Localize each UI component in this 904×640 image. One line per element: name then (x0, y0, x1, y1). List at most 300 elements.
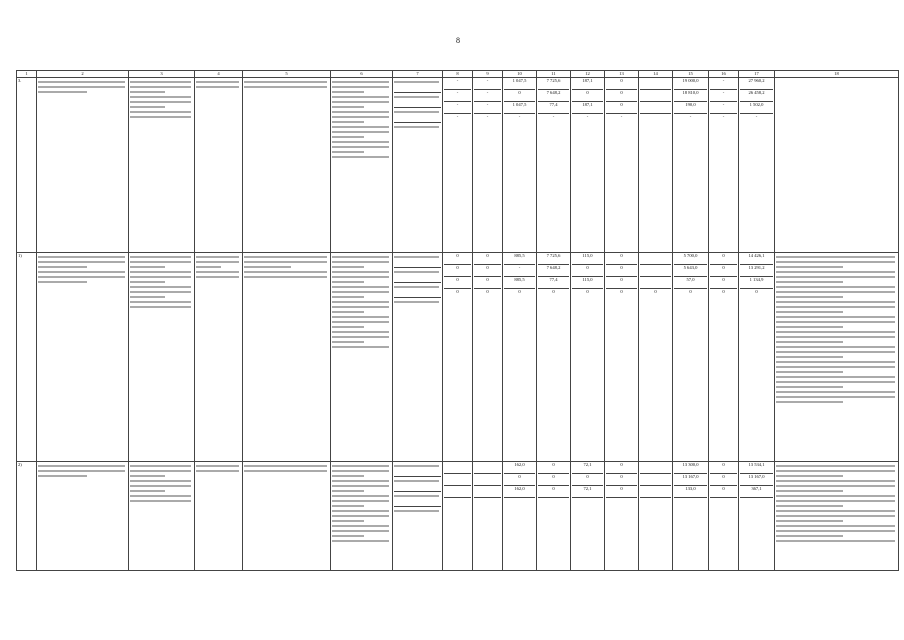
value-cell (537, 462, 571, 571)
value-cell (571, 462, 605, 571)
value: 26 458,2 (740, 90, 773, 102)
illegible-text (776, 475, 843, 477)
illegible-text (130, 81, 191, 83)
value: - (504, 265, 535, 277)
illegible-text (394, 495, 439, 497)
illegible-text (776, 316, 895, 318)
column-number: 14 (639, 71, 673, 78)
value-cell (537, 253, 571, 462)
value: - (486, 114, 489, 119)
illegible-text (332, 341, 364, 343)
value: 0 (710, 265, 737, 277)
illegible-text (130, 301, 191, 303)
illegible-text (776, 321, 895, 323)
illegible-text (394, 286, 439, 288)
illegible-text (332, 271, 389, 273)
value: 18 810,0 (674, 90, 707, 102)
illegible-text (130, 485, 191, 487)
value (504, 498, 535, 509)
illegible-text (776, 311, 843, 313)
illegible-text (332, 470, 389, 472)
illegible-text (244, 276, 327, 278)
illegible-text (332, 485, 389, 487)
value: 77,4 (538, 277, 569, 289)
illegible-text (332, 141, 389, 143)
illegible-text (332, 336, 389, 338)
illegible-text (332, 301, 389, 303)
value-cell (503, 462, 537, 571)
funding-source-label (394, 480, 441, 492)
value: - (444, 102, 471, 114)
funding-source-label (394, 96, 441, 108)
value: 115,0 (572, 253, 603, 265)
value: 0 (710, 462, 737, 474)
value: 133,0 (674, 486, 707, 498)
column-number: 17 (739, 71, 775, 78)
value (444, 462, 471, 474)
column-number: 10 (503, 71, 537, 78)
illegible-text (332, 475, 364, 477)
illegible-text (332, 505, 364, 507)
illegible-text (196, 271, 239, 273)
illegible-text (332, 316, 389, 318)
value-cell (537, 78, 571, 253)
illegible-text (776, 485, 895, 487)
column-number: 6 (331, 71, 393, 78)
funding-source-label (394, 81, 441, 93)
value: 0 (538, 474, 569, 486)
illegible-text (332, 286, 389, 288)
value: - (710, 90, 737, 102)
illegible-text (332, 525, 389, 527)
table-row (17, 253, 899, 462)
column-number: 7 (393, 71, 443, 78)
text-cell (331, 462, 393, 571)
illegible-text (332, 346, 389, 348)
value: 0 (572, 265, 603, 277)
funding-source-label (394, 271, 441, 283)
value (640, 462, 671, 474)
illegible-text (776, 266, 843, 268)
illegible-text (38, 276, 125, 278)
illegible-text (776, 465, 895, 467)
value: 0 (444, 265, 471, 277)
illegible-text (332, 520, 364, 522)
value: 0 (722, 289, 725, 294)
illegible-text (394, 480, 439, 482)
value-cell (709, 462, 739, 571)
value: 0 (474, 253, 501, 265)
text-cell (243, 78, 331, 253)
value: 885,5 (504, 277, 535, 289)
illegible-text (394, 465, 439, 467)
illegible-text (776, 271, 895, 273)
illegible-text (196, 266, 221, 268)
illegible-text (394, 271, 439, 273)
illegible-text (332, 306, 389, 308)
value: 162,0 (504, 462, 535, 474)
value: 0 (606, 253, 637, 265)
text-cell (195, 462, 243, 571)
column-number: 5 (243, 71, 331, 78)
illegible-text (776, 336, 895, 338)
value-cell (473, 253, 503, 462)
illegible-text (332, 480, 389, 482)
funding-source-label (394, 126, 441, 137)
illegible-text (776, 291, 895, 293)
illegible-text (244, 256, 327, 258)
illegible-text (130, 500, 191, 502)
illegible-text (244, 470, 327, 472)
expected-result-cell (775, 462, 899, 571)
illegible-text (776, 381, 895, 383)
text-cell (243, 462, 331, 571)
value: - (620, 114, 623, 119)
value-cell (739, 462, 775, 571)
illegible-text (776, 470, 895, 472)
value: 367,1 (740, 486, 773, 498)
value: 0 (538, 486, 569, 498)
value: 13 291,2 (740, 265, 773, 277)
value: 1 134,9 (740, 277, 773, 289)
value (640, 474, 671, 486)
value: 0 (755, 289, 758, 294)
value: 187,1 (572, 102, 603, 114)
value (640, 78, 671, 90)
value: 0 (504, 474, 535, 486)
illegible-text (394, 111, 439, 113)
value-cell (639, 78, 673, 253)
illegible-text (394, 81, 439, 83)
value: 57,0 (674, 277, 707, 289)
value (640, 102, 671, 114)
value (710, 498, 737, 509)
illegible-text (130, 495, 191, 497)
text-cell (129, 78, 195, 253)
funding-source-label (394, 256, 441, 268)
illegible-text (332, 266, 364, 268)
illegible-text (776, 296, 843, 298)
value: 0 (620, 289, 623, 294)
illegible-text (332, 146, 389, 148)
illegible-text (332, 515, 389, 517)
illegible-text (130, 306, 191, 308)
value: 0 (606, 486, 637, 498)
value (674, 498, 707, 509)
value: - (722, 114, 725, 119)
illegible-text (332, 256, 389, 258)
value (640, 253, 671, 265)
illegible-text (38, 86, 125, 88)
illegible-text (332, 131, 389, 133)
value: 0 (572, 90, 603, 102)
funding-source-label (394, 111, 441, 123)
value-cell (605, 462, 639, 571)
illegible-text (332, 495, 389, 497)
illegible-text (332, 116, 389, 118)
illegible-text (776, 401, 843, 403)
illegible-text (196, 276, 239, 278)
value-cell (639, 462, 673, 571)
value: 19 000,0 (674, 78, 707, 90)
value: 0 (606, 102, 637, 114)
illegible-text (776, 256, 895, 258)
value: 0 (606, 277, 637, 289)
value: - (474, 90, 501, 102)
value: 0 (586, 289, 589, 294)
value (606, 498, 637, 509)
funding-source-label (394, 286, 441, 298)
illegible-text (776, 480, 895, 482)
value-cell (739, 253, 775, 462)
value: - (444, 90, 471, 102)
illegible-text (332, 91, 364, 93)
illegible-text (38, 256, 125, 258)
funding-source-label (394, 510, 441, 521)
illegible-text (776, 500, 895, 502)
illegible-text (196, 86, 239, 88)
value: 162,0 (504, 486, 535, 498)
illegible-text (332, 281, 364, 283)
program-table (16, 70, 899, 571)
value (474, 462, 501, 474)
value-cell (571, 78, 605, 253)
table-row (17, 78, 899, 253)
illegible-text (244, 465, 327, 467)
value: 5 700,0 (674, 253, 707, 265)
value: 885,5 (504, 253, 535, 265)
illegible-text (130, 86, 191, 88)
value: 5 643,0 (674, 265, 707, 277)
value: - (710, 102, 737, 114)
row-number: 3. (17, 78, 37, 253)
value: 0 (504, 90, 535, 102)
illegible-text (394, 510, 439, 512)
illegible-text (776, 351, 895, 353)
illegible-text (776, 286, 895, 288)
text-cell (37, 253, 129, 462)
illegible-text (130, 91, 165, 93)
value: 0 (710, 277, 737, 289)
value-cell (739, 78, 775, 253)
illegible-text (776, 306, 895, 308)
value (640, 486, 671, 498)
illegible-text (332, 81, 389, 83)
illegible-text (332, 111, 389, 113)
value: 7 725,6 (538, 253, 569, 265)
value: - (552, 114, 555, 119)
value-cell (443, 462, 473, 571)
value: - (456, 114, 459, 119)
value: 1 047,5 (504, 102, 535, 114)
column-number: 3 (129, 71, 195, 78)
illegible-text (38, 91, 87, 93)
value: 77,4 (538, 102, 569, 114)
value: 0 (456, 289, 459, 294)
value: 0 (552, 289, 555, 294)
illegible-text (38, 475, 87, 477)
funding-source-label (394, 301, 441, 312)
illegible-text (776, 391, 895, 393)
column-number: 16 (709, 71, 739, 78)
column-number: 9 (473, 71, 503, 78)
text-cell (331, 253, 393, 462)
text-cell (37, 462, 129, 571)
illegible-text (196, 261, 239, 263)
funding-source-cell (393, 462, 443, 571)
illegible-text (332, 510, 389, 512)
value (444, 474, 471, 486)
illegible-text (332, 86, 389, 88)
value: - (755, 114, 758, 119)
illegible-text (776, 540, 895, 542)
illegible-text (130, 111, 191, 113)
page-number: 8 (456, 36, 460, 45)
value: 0 (654, 289, 657, 294)
column-number: 18 (775, 71, 899, 78)
illegible-text (776, 276, 895, 278)
illegible-text (776, 361, 895, 363)
value-cell (473, 462, 503, 571)
illegible-text (196, 81, 239, 83)
column-number: 12 (571, 71, 605, 78)
funding-source-label (394, 465, 441, 477)
value (640, 265, 671, 277)
value: 0 (518, 289, 521, 294)
value (640, 277, 671, 289)
value: 0 (710, 474, 737, 486)
illegible-text (776, 535, 843, 537)
illegible-text (332, 311, 364, 313)
illegible-text (776, 495, 895, 497)
value: - (518, 114, 521, 119)
table-row (17, 462, 899, 571)
value: 27 960,2 (740, 78, 773, 90)
illegible-text (332, 136, 364, 138)
illegible-text (244, 81, 327, 83)
illegible-text (776, 376, 895, 378)
illegible-text (776, 510, 895, 512)
illegible-text (776, 281, 843, 283)
illegible-text (332, 535, 364, 537)
value: 0 (606, 474, 637, 486)
illegible-text (332, 156, 389, 158)
illegible-text (332, 296, 364, 298)
value-cell (639, 253, 673, 462)
value: 7 725,6 (538, 78, 569, 90)
illegible-text (196, 470, 239, 472)
text-cell (195, 253, 243, 462)
illegible-text (332, 261, 389, 263)
funding-source-label (394, 495, 441, 507)
expected-result-cell (775, 78, 899, 253)
row-number: 1) (17, 253, 37, 462)
illegible-text (332, 151, 364, 153)
value: 0 (689, 289, 692, 294)
illegible-text (394, 256, 439, 258)
column-number: 8 (443, 71, 473, 78)
value: 72,1 (572, 486, 603, 498)
value-cell (443, 78, 473, 253)
illegible-text (130, 470, 191, 472)
illegible-text (776, 356, 843, 358)
illegible-text (38, 465, 125, 467)
column-number: 11 (537, 71, 571, 78)
illegible-text (130, 101, 191, 103)
text-cell (195, 78, 243, 253)
illegible-text (394, 126, 439, 128)
value: 0 (710, 486, 737, 498)
illegible-text (130, 271, 191, 273)
value-cell (673, 78, 709, 253)
value: - (710, 78, 737, 90)
column-number: 13 (605, 71, 639, 78)
illegible-text (776, 530, 895, 532)
illegible-text (244, 261, 327, 263)
illegible-text (130, 106, 165, 108)
illegible-text (776, 326, 843, 328)
value: - (689, 114, 692, 119)
value: 0 (710, 253, 737, 265)
value: 0 (538, 462, 569, 474)
value: - (474, 102, 501, 114)
funding-source-cell (393, 253, 443, 462)
value: 115,0 (572, 277, 603, 289)
illegible-text (130, 266, 165, 268)
illegible-text (332, 490, 364, 492)
illegible-text (776, 396, 895, 398)
illegible-text (130, 291, 191, 293)
value-cell (605, 78, 639, 253)
value: - (444, 78, 471, 90)
illegible-text (332, 326, 364, 328)
column-number: 15 (673, 71, 709, 78)
value-cell (503, 78, 537, 253)
value-cell (571, 253, 605, 462)
value: 0 (572, 474, 603, 486)
illegible-text (130, 480, 191, 482)
value: 0 (606, 90, 637, 102)
illegible-text (130, 490, 165, 492)
value: 72,1 (572, 462, 603, 474)
value (474, 498, 501, 509)
funding-source-cell (393, 78, 443, 253)
illegible-text (332, 331, 389, 333)
illegible-text (394, 96, 439, 98)
illegible-text (776, 346, 895, 348)
value-cell (605, 253, 639, 462)
illegible-text (776, 505, 843, 507)
illegible-text (332, 540, 389, 542)
illegible-text (776, 301, 895, 303)
illegible-text (776, 386, 843, 388)
illegible-text (38, 261, 125, 263)
value (640, 498, 671, 509)
value: 1 502,0 (740, 102, 773, 114)
illegible-text (130, 465, 191, 467)
value (640, 114, 671, 125)
illegible-text (38, 470, 125, 472)
illegible-text (776, 490, 843, 492)
value: 0 (606, 265, 637, 277)
row-number: 2) (17, 462, 37, 571)
value (740, 498, 773, 509)
value: 190,0 (674, 102, 707, 114)
illegible-text (776, 341, 843, 343)
illegible-text (130, 96, 191, 98)
header-row (17, 71, 899, 78)
illegible-text (332, 276, 389, 278)
